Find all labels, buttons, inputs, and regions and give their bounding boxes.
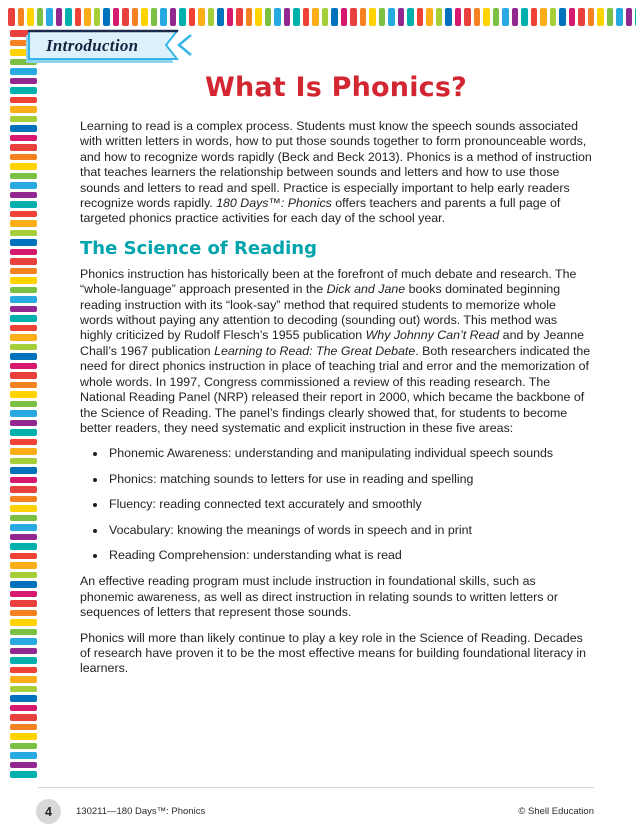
science-of-reading-paragraph: Phonics instruction has historically been at the forefront of much debate and research. The “whole-language” approach presented in the Dick and Jane books dominated beginning reading instruction with its “look-say” method that required students to memorize whole words without paying any attention to decoding (sounding out) words. This method was highly criticized by Rudolf Flesch’s 1955 publication Why Johnny Can’t Read and by Jeanne Chall’s 1967 publication Learning to Read: The Great Debate. Both researchers indicated the need for direct phonics instruction in place of teaching trial and error and the memorization of whole words. In 1997, Congress commissioned a review of this reading research. The National Reading Panel (NRP) released their report in 2000, which became the backbone of the Science of Reading. The panel’s findings clearly showed that, for students to become better readers, they need systematic and explicit instruction in these five areas:: [80, 266, 591, 435]
top-stripe-border: [8, 8, 636, 26]
bullet-phonics: • Phonics: matching sounds to letters for use in reading and spelling: [107, 472, 592, 487]
closing-paragraph-2: Phonics will more than likely continue to play a key role in the Science of Reading. Decades of research have proven it to be the most effective means for building foundational literacy in learners.: [80, 630, 587, 676]
bullet-reading-comprehension: • Reading Comprehension: understanding what is read: [107, 548, 592, 563]
footer-rule: [38, 787, 594, 788]
closing-paragraph-1: An effective reading program must include instruction in foundational skills, such as phonemic awareness, as well as direct instruction in relating sounds to written letters or sequences of letters that represent those sounds.: [80, 574, 558, 620]
footer-product-text: 130211—180 Days™: Phonics: [76, 806, 206, 817]
bullet-phonemic-awareness: • Phonemic Awareness: understanding and manipulating individual speech sounds: [107, 446, 592, 461]
introduction-tab: [24, 27, 206, 69]
five-areas-list: [80, 446, 592, 563]
left-stripe-border: [10, 30, 37, 778]
bullet-fluency: • Fluency: reading connected text accurately and smoothly: [107, 497, 592, 512]
section-heading: The Science of Reading: [80, 237, 317, 259]
intro-paragraph: Learning to read is a complex process. Students must know the speech sounds associated with written letters in words, how to put those sounds together to form pronounceable words, and how to recognize words rapidly (Beck and Beck 2013). Phonics is a method of instruction that teaches learners the relationship between sounds and letters and how to use those sounds and letters to read and spell. Practice is especially important to help early readers recognize words rapidly. 180 Days™: Phonics offers teachers and parents a full page of targeted phonics practice activities for each day of the school year.: [80, 119, 592, 226]
bullet-vocabulary: • Vocabulary: knowing the meanings of words in speech and in print: [107, 523, 592, 538]
footer-copyright: © Shell Education: [518, 806, 594, 817]
introduction-tab-label: Introduction: [46, 36, 139, 55]
page-title: What Is Phonics?: [204, 72, 468, 103]
chevron-left-icon: [179, 35, 191, 55]
page-footer: [36, 798, 594, 825]
page-number-badge: 4: [36, 799, 61, 824]
page-content: [80, 72, 592, 687]
